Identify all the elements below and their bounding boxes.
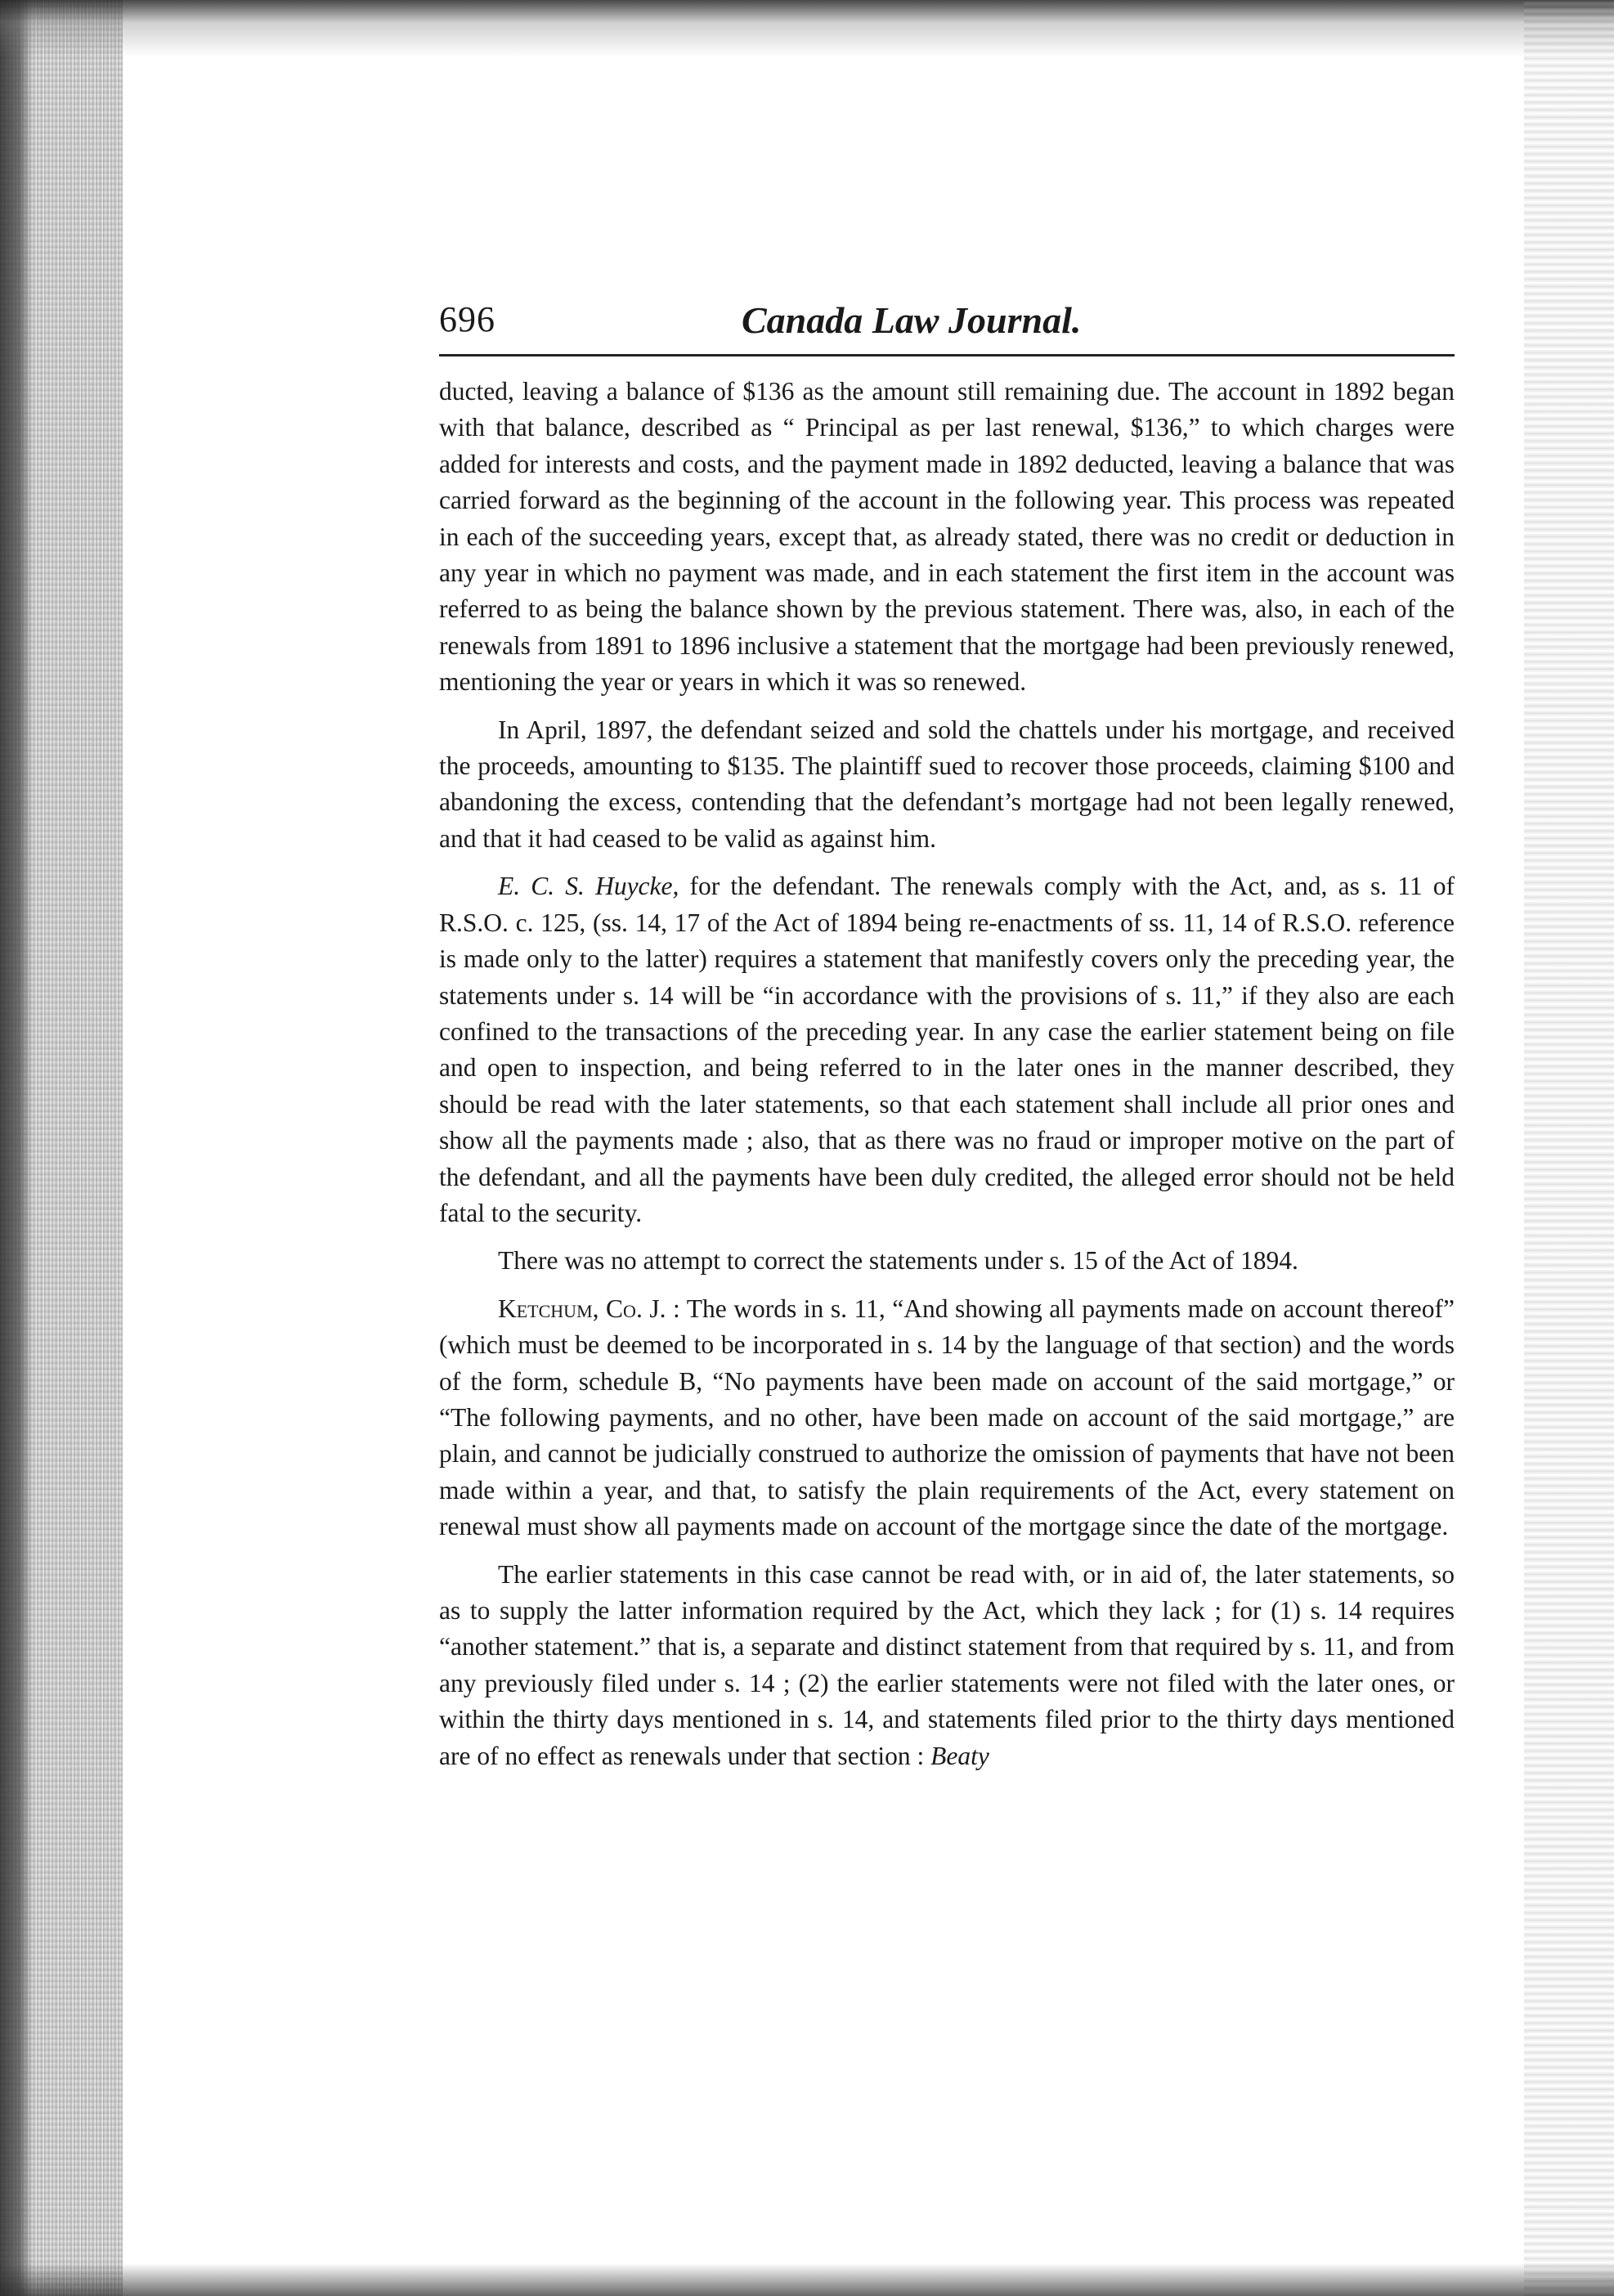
running-title: Canada Law Journal. xyxy=(742,299,1082,341)
page-number: 696 xyxy=(439,299,495,339)
scan-edge-left-shadow xyxy=(0,0,33,2296)
scan-edge-right xyxy=(1524,0,1614,2296)
judge-name: Ketchum, Co. J. xyxy=(498,1294,666,1323)
paragraph: E. C. S. Huycke, for the defendant. The renewals comply with the Act, and, as s. 11 of R.S.O. c. 125, (ss. 14, 17 of the Act of 1894 being re-enactments of ss. 11, 14 of R.S.O. reference is made only to the latter) requires a statement that manifestly covers only the preceding year, the statements under s. 14 will be “in accordance with the provisions of s. 11,” if they also are each confined to the transactions of the preceding year. In any case the earlier statement being on file and open to inspection, and being referred to in the later ones in the manner described, they should be read with the later statements, so that each statement shall include all prior ones and show all the payments made ; also, that as there was no fraud or improper motive on the part of the defendant, and all the payments have been duly credited, the alleged error should not be held fatal to the security. xyxy=(439,872,1455,1227)
paragraph: There was no attempt to correct the statements under s. 15 of the Act of 1894. xyxy=(498,1246,1298,1276)
paragraph: In April, 1897, the defendant seized and sold the chattels under his mortgage, and received the proceeds, amounting to $135. The plaintiff sued to recover those proceeds, claiming $100 and abandoning the excess, contending that the defendant’s mortgage had not been legally renewed, and that it had ceased to be valid as against him. xyxy=(439,715,1455,853)
counsel-name: E. C. S. Huycke, xyxy=(498,872,679,901)
case-citation: Beaty xyxy=(930,1741,989,1770)
scan-edge-bottom xyxy=(0,2263,1614,2296)
page-header xyxy=(439,298,1453,356)
paragraph: ducted, leaving a balance of $136 as the amount still remaining due. The account in 1892 began with that balance, described as “ Principal as per last renewal, $136,” to which charges were added for interests and costs, and the payment made in 1892 deducted, leaving a balance that was carried forward as the beginning of the account in the following year. This process was repeated in each of the succeeding years, except that, as already stated, there was no credit or deduction in any year in which no payment was made, and in each statement the first item in the account was referred to as being the balance shown by the previous statement. There was, also, in each of the renewals from 1891 to 1896 inclusive a statement that the mortgage had been previously renewed, mentioning the year or years in which it was so renewed. xyxy=(439,377,1455,697)
header-rule xyxy=(439,354,1455,357)
paragraph: The earlier statements in this case cannot be read with, or in aid of, the later statements, so as to supply the latter information required by the Act, which they lack ; for (1) s. 14 requires “another statement.” that is, a separate and distinct statement from that required by s. 11, and from any previously filed under s. 14 ; (2) the earlier statements were not filed with the later ones, or within the thirty days mentioned in s. 14, and statements filed prior to the thirty days mentioned are of no effect as renewals under that section : Beaty xyxy=(439,1559,1455,1770)
article-body xyxy=(439,374,1455,1774)
paragraph: Ketchum, Co. J. : The words in s. 11, “And showing all payments made on account thereof” (which must be deemed to be incorporated in s. 14 by the language of that section) and the words of the form, schedule B, “No payments have been made on account of the said mortgage,” or “The following payments, and no other, have been made on account of the said mortgage,” are plain, and cannot be judicially construed to authorize the omission of payments that have not been made within a year, and that, to satisfy the plain requirements of the Act, every statement on renewal must show all payments made on account of the mortgage since the date of the mortgage. xyxy=(439,1294,1455,1541)
scan-edge-top xyxy=(0,0,1614,57)
